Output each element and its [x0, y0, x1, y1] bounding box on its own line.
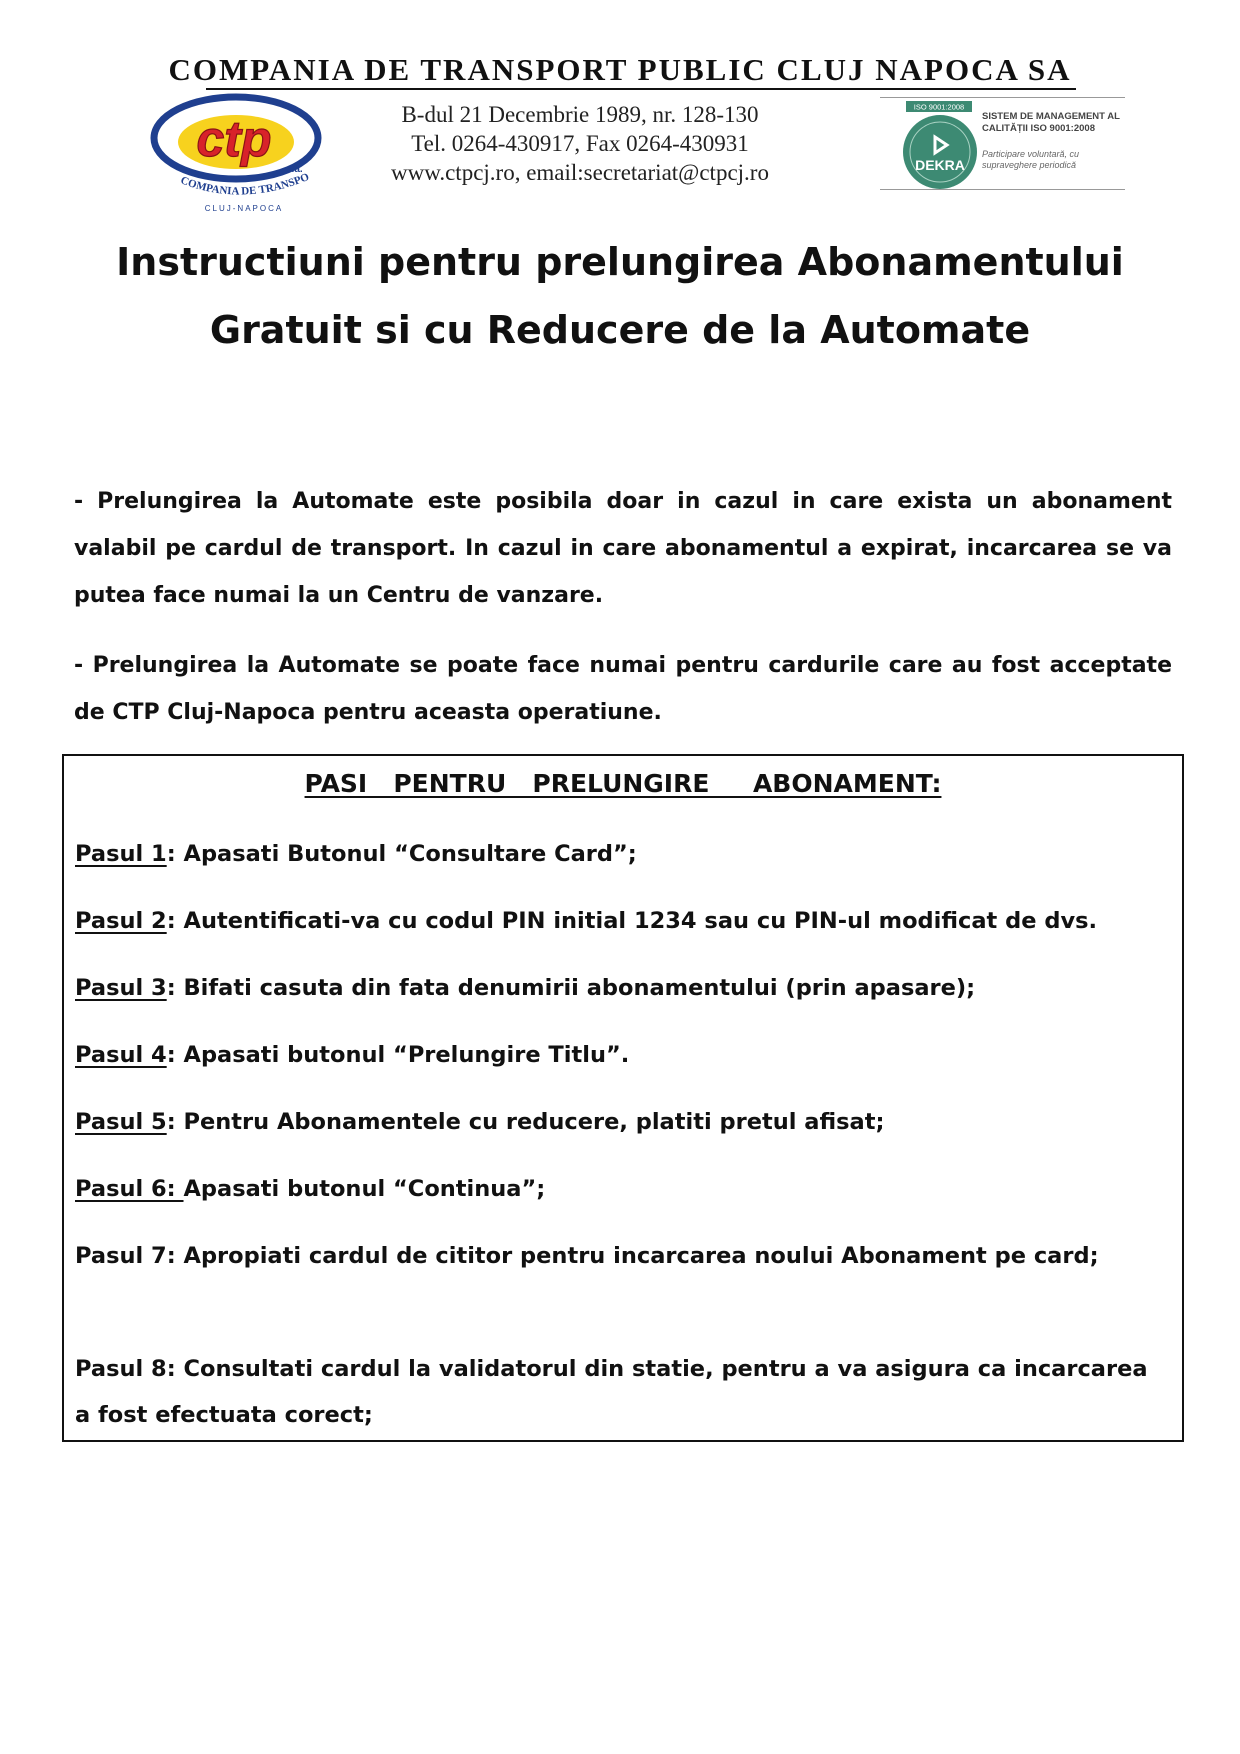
step-label: Pasul 3 [75, 975, 167, 1001]
step-label: Pasul 7 [75, 1243, 167, 1269]
step-text: Autentificati-va cu codul PIN initial 1234 sau cu PIN-ul modificat de dvs. [183, 908, 1098, 934]
iso-certification-badge [880, 97, 1125, 197]
step-separator: : [166, 841, 184, 867]
cert-certifier: DEKRA [915, 157, 965, 173]
cert-text [982, 111, 1127, 171]
steps-heading [64, 764, 1182, 804]
step-label: Pasul 4 [75, 1042, 167, 1068]
steps-box [62, 754, 1184, 1442]
phone-line: Tel. 0264-430917, Fax 0264-430931 [411, 131, 749, 156]
step-8 [75, 1346, 1170, 1438]
step-text: Consultati cardul la validatorul din statie, pentru a va asigura ca incarcarea a fost efectuata corect; [75, 1356, 1148, 1428]
step-text: Apasati Butonul “Consultare Card”; [183, 841, 637, 867]
step-6 [75, 1166, 1170, 1212]
step-3 [75, 965, 1170, 1011]
logo-mark: ctp [196, 111, 272, 167]
intro-paragraph-2: - Prelungirea la Automate se poate face numai pentru cardurile care au fost acceptate de CTP Cluj-Napoca pentru aceasta operatiune. [74, 653, 1172, 725]
intro-paragraph-1: - Prelungirea la Automate este posibila doar in cazul in care exista un abonament valabil pe cardul de transport. In cazul in care abonamentul a expirat, incarcarea se va putea face numai la un Centru de vanzare. [74, 489, 1172, 608]
step-separator: : [166, 908, 184, 934]
step-1 [75, 831, 1170, 877]
step-text: Pentru Abonamentele cu reducere, platiti pretul afisat; [183, 1109, 885, 1135]
title-line-1: Instructiuni pentru prelungirea Abonamentului [116, 240, 1124, 284]
logo-arc-text: COMPANIA DE TRANSPO [178, 170, 311, 198]
step-separator: : [166, 1356, 184, 1382]
step-text: Apasati butonul “Prelungire Titlu”. [183, 1042, 630, 1068]
step-5 [75, 1099, 1170, 1145]
title-line-2: Gratuit si cu Reducere de la Automate [209, 308, 1031, 352]
company-name: COMPANIA DE TRANSPORT PUBLIC CLUJ NAPOCA SA [168, 52, 1072, 87]
cert-standard-badge: ISO 9001:2008 [913, 102, 965, 112]
step-4 [75, 1032, 1170, 1078]
step-label: Pasul 1 [75, 841, 167, 867]
step-label: Pasul 6: [75, 1176, 184, 1202]
address-line: B-dul 21 Decembrie 1989, nr. 128-130 [401, 102, 759, 127]
cert-note-line-1: Participare voluntară, cu [982, 149, 1080, 159]
page-title [0, 228, 1240, 364]
logo-city-text: CLUJ-NAPOCA [204, 204, 284, 213]
step-separator: : [166, 975, 184, 1001]
step-separator: : [166, 1109, 184, 1135]
ctp-logo-graphic [140, 90, 340, 216]
dekra-seal-icon [880, 97, 978, 197]
steps-heading-text: PASI PENTRU PRELUNGIRE ABONAMENT: [304, 769, 942, 798]
step-label: Pasul 8 [75, 1356, 167, 1382]
step-7 [75, 1233, 1170, 1279]
step-2 [75, 898, 1170, 944]
cert-system-line-2: CALITĂȚII ISO 9001:2008 [982, 123, 1095, 134]
step-separator: : [166, 1042, 184, 1068]
step-text: Apropiati cardul de cititor pentru incarcarea noului Abonament pe card; [183, 1243, 1099, 1269]
cert-system-line-1: SISTEM DE MANAGEMENT AL [982, 111, 1120, 122]
web-line: www.ctpcj.ro, email:secretariat@ctpcj.ro [391, 160, 769, 185]
cert-bottom-rule [880, 189, 1125, 190]
step-text: Apasati butonul “Continua”; [183, 1176, 546, 1202]
step-separator: : [166, 1243, 184, 1269]
cert-note-line-2: supraveghere periodică [982, 160, 1077, 170]
logo-suffix: s.a. [286, 164, 303, 175]
company-address [370, 100, 790, 187]
ctp-logo [140, 90, 340, 216]
step-label: Pasul 2 [75, 908, 167, 934]
step-label: Pasul 5 [75, 1109, 167, 1135]
step-text: Bifati casuta din fata denumirii abonamentului (prin apasare); [183, 975, 976, 1001]
